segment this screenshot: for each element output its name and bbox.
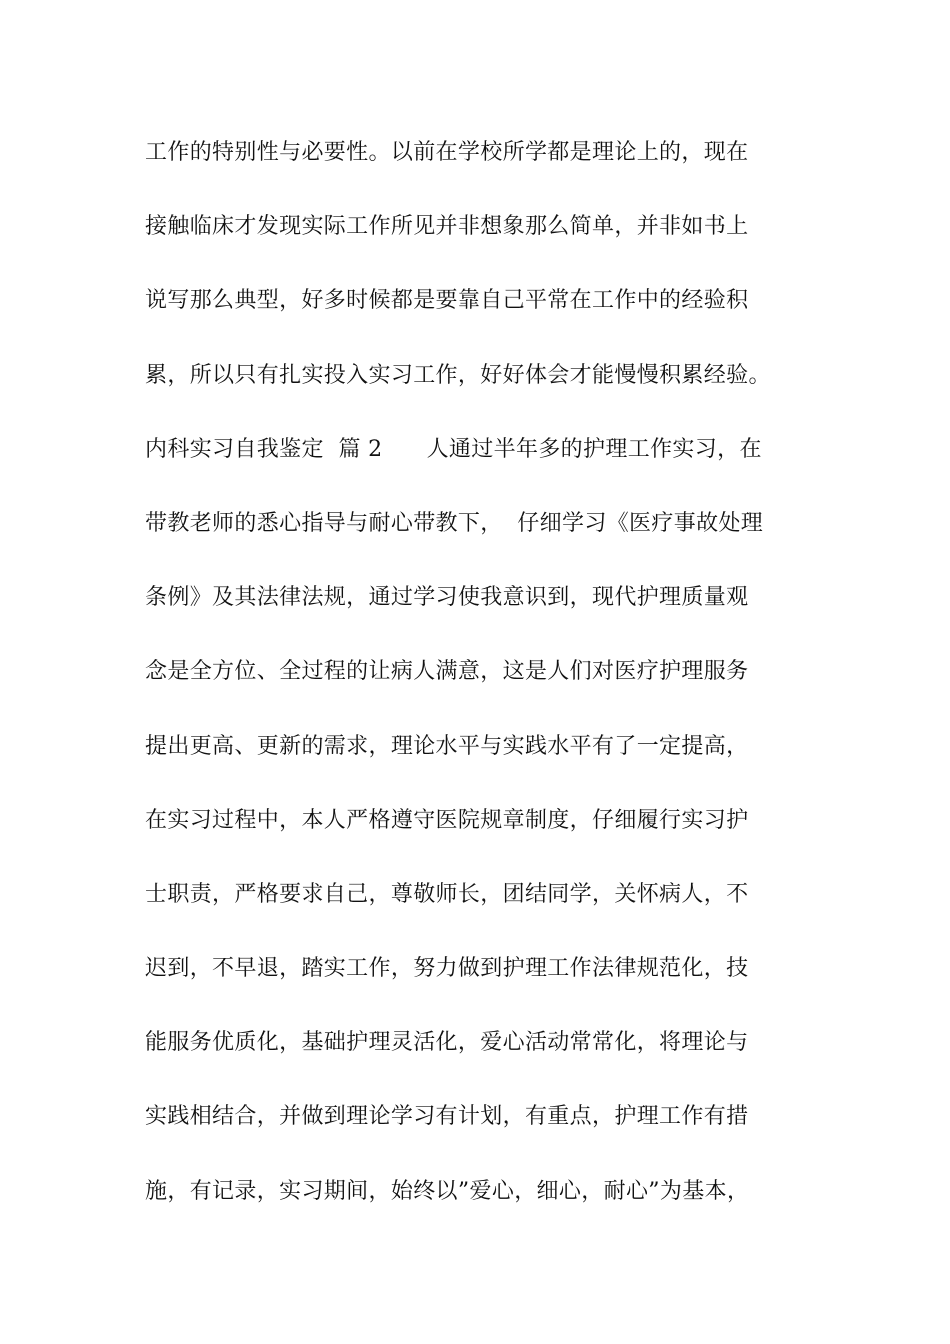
text-line: 累，所以只有扎实投入实习工作，好好体会才能慢慢积累经验。 (145, 362, 771, 388)
text-line: 迟到，不早退，踏实工作，努力做到护理工作法律规范化，技 (145, 956, 749, 982)
body-text (145, 128, 835, 1241)
text-line: 带教老师的悉心指导与耐心带教下， 仔细学习《医疗事故处理 (145, 510, 764, 536)
text-line: 士职责，严格要求自己，尊敬师长，团结同学，关怀病人，不 (145, 881, 749, 907)
text-line: 念是全方位、全过程的让病人满意，这是人们对医疗护理服务 (145, 659, 749, 685)
text-line: 工作的特别性与必要性。以前在学校所学都是理论上的，现在 (145, 140, 749, 165)
text-line: 施，有记录，实习期间，始终以”爱心，细心，耐心”为基本， (145, 1178, 750, 1204)
text-line: 条例》及其法律法规，通过学习使我意识到，现代护理质量观 (145, 585, 749, 611)
text-line: 提出更高、更新的需求，理论水平与实践水平有了一定提高， (145, 733, 749, 759)
text-line: 能服务优质化，基础护理灵活化，爱心活动常常化，将理论与 (145, 1030, 749, 1056)
text-line: 在实习过程中，本人严格遵守医院规章制度，仔细履行实习护 (145, 807, 749, 833)
section-heading-line: 内科实习自我鉴定 篇 2 人通过半年多的护理工作实习，在 (145, 436, 762, 462)
text-line: 接触临床才发现实际工作所见并非想象那么简单，并非如书上 (145, 214, 749, 240)
text-line: 说写那么典型，好多时候都是要靠自己平常在工作中的经验积 (145, 288, 749, 314)
text-line: 实践相结合，并做到理论学习有计划，有重点，护理工作有措 (145, 1104, 749, 1130)
